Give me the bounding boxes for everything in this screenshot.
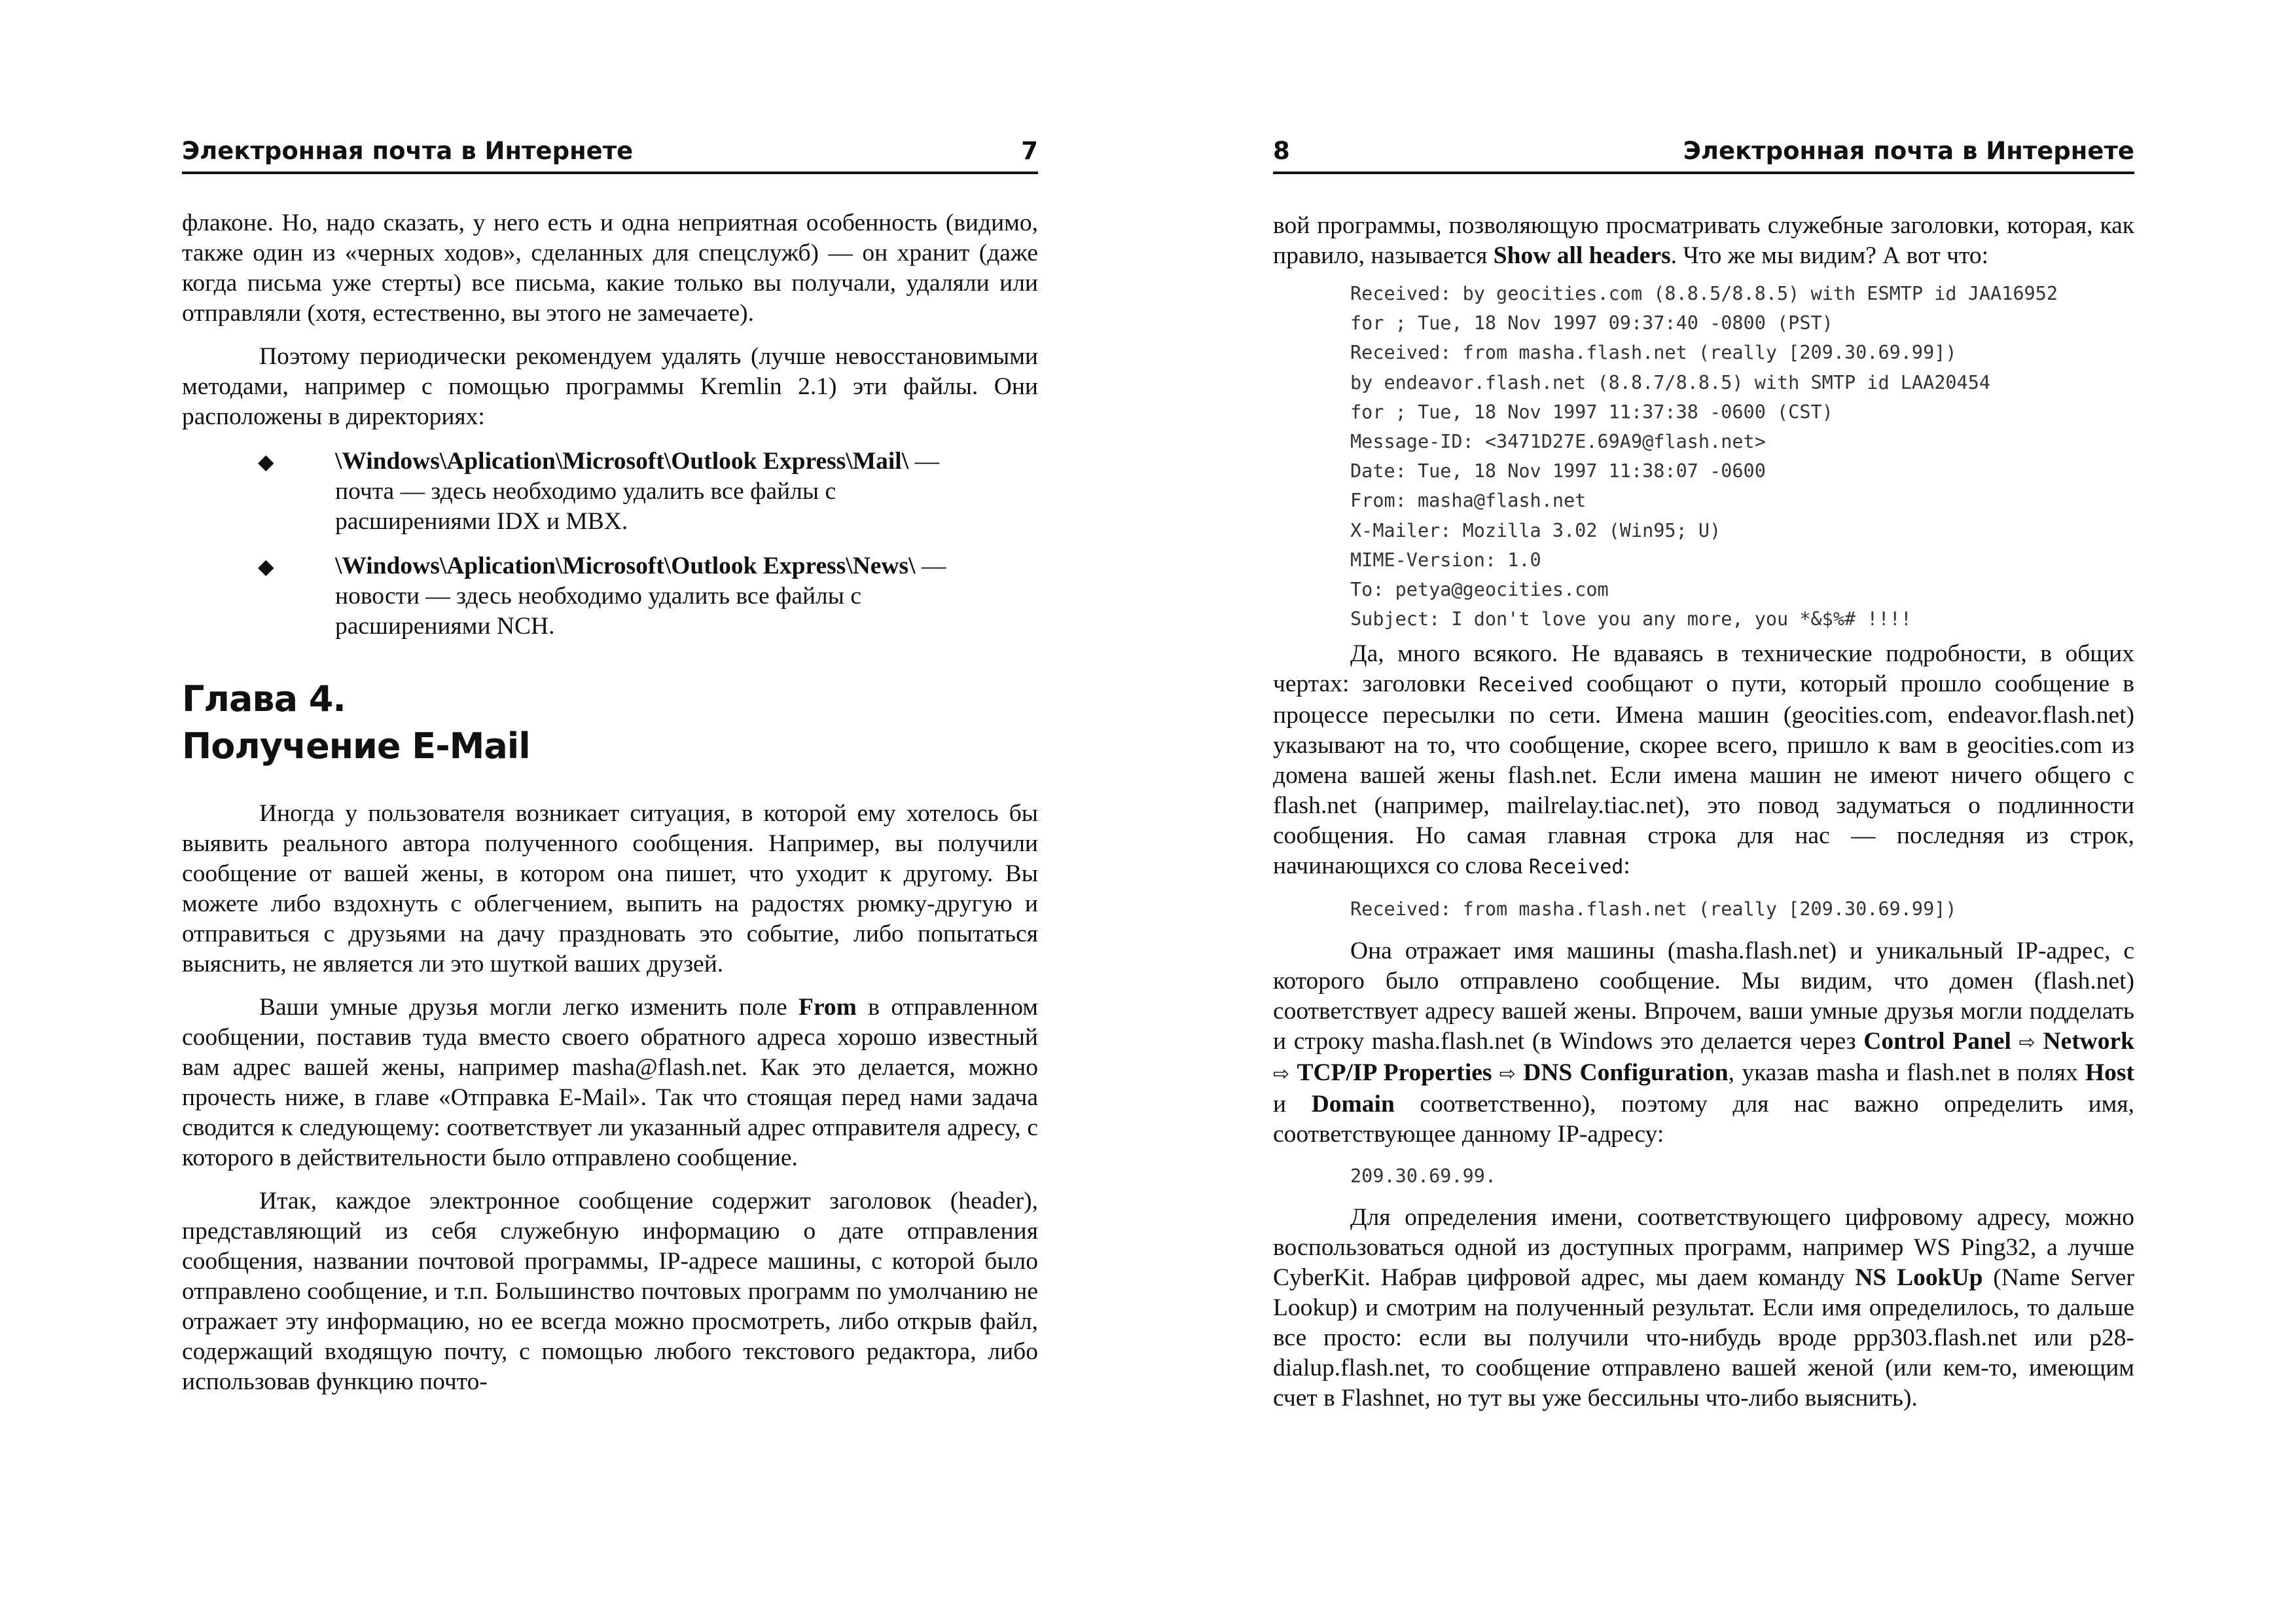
text-run: и xyxy=(1273,1090,1312,1118)
code-line: Received: by geocities.com (8.8.5/8.8.5) with ESMTP id JAA16952 xyxy=(1350,283,2058,304)
page-body xyxy=(1273,211,2134,1413)
text-run: : xyxy=(1623,852,1630,880)
code-line: X-Mailer: Mozilla 3.02 (Win95; U) xyxy=(1350,519,1721,541)
diamond-bullet-icon: ◆ xyxy=(258,554,274,579)
field-name-host: Host xyxy=(2085,1059,2135,1086)
code-line: for ; Tue, 18 Nov 1997 11:37:38 -0600 (CST) xyxy=(1350,401,1833,423)
field-name-from: From xyxy=(798,994,857,1021)
code-line: Subject: I don't love you any more, you *&$%# !!!! xyxy=(1350,608,1912,630)
paragraph: Поэтому периодически рекомендуем удалять (лучше невосстановимыми методами, например с помощью программы Kremlin 2.1) эти файлы. Они расположены в директориях: xyxy=(182,343,1038,430)
diamond-bullet-icon: ◆ xyxy=(258,449,274,474)
field-name-domain: Domain xyxy=(1311,1090,1395,1118)
command-name: NS LookUp xyxy=(1855,1264,1983,1291)
list-item xyxy=(182,551,1038,642)
inline-code: Received xyxy=(1528,856,1624,879)
page-number: 8 xyxy=(1273,137,1290,165)
right-page xyxy=(1148,0,2296,1623)
paragraph: Итак, каждое электронное сообщение содержит заголовок (header), представляющий из себя служебную информацию о дате отправления сообщения, названии почтовой программы, IP-адресе машины, с которой было отправлено сообщение, и т.п. Большинство почтовых программ по умолчанию не отражает эту информацию, но ее всегда можно просмотреть, либо открыв файл, содержащий входящую почту, с помощью любого текстового редактора, либо использовав функцию почто- xyxy=(182,1188,1038,1395)
paragraph xyxy=(1273,1203,2134,1413)
text-run: Она отражает имя машины (masha.flash.net) и уникальный IP-адрес, с которого было отправлено сообщение. Мы видим, что домен (flash.net) соответствует адресу вашей жены. Впрочем, ваши умные друзья могли подделать и строку masha.flash.net (в Windows это делается через xyxy=(1273,937,2134,1055)
arrow-right-icon: ⇨ xyxy=(1273,1062,1290,1085)
directory-path: \Windows\Aplication\Microsoft\Outlook Express\Mail\ xyxy=(335,448,909,475)
header-title: Электронная почта в Интернете xyxy=(1683,137,2134,165)
code-line: Date: Tue, 18 Nov 1997 11:38:07 -0600 xyxy=(1350,460,1766,483)
text-run: Да, много всякого. Не вдаваясь в технические подробности, в общих чертах: заголовки xyxy=(1273,640,2134,698)
directory-description: — новости — здесь необходимо удалить все файлы с расширениями NCH. xyxy=(335,553,946,640)
text-run: , указав masha и flash.net в полях xyxy=(1728,1059,2086,1086)
menu-path-tcpip: TCP/IP Properties xyxy=(1297,1059,1492,1086)
ip-address-code: 209.30.69.99. xyxy=(1350,1165,1497,1187)
code-line: MIME-Version: 1.0 xyxy=(1350,549,1541,571)
menu-path-network: Network xyxy=(2043,1027,2135,1055)
code-line: From: masha@flash.net xyxy=(1350,490,1587,512)
page-number: 7 xyxy=(1021,137,1038,165)
code-line: for ; Tue, 18 Nov 1997 09:37:40 -0800 (PST) xyxy=(1350,312,1833,335)
running-header xyxy=(182,131,1038,174)
directory-description: — почта — здесь необходимо удалить все файлы с расширениями IDX и MBX. xyxy=(335,448,939,535)
text-run: вой программы, позволяющую просматривать служебные заголовки, которая, как правило, называется xyxy=(1273,212,2134,269)
chapter-title: Получение E-Mail xyxy=(182,725,530,767)
running-header xyxy=(1273,131,2134,174)
function-name: Show all headers xyxy=(1493,242,1671,269)
text-run: Для определения имени, соответствующего цифровому адресу, можно воспользоваться одной из доступных программ, например WS Ping32, а лучше CyberKit. Набрав цифровой адрес, мы даем команду xyxy=(1273,1203,2134,1291)
text-run: (Name Server Lookup) и смотрим на полученный результат. Если имя определилось, то дальше все просто: если вы получили что-нибудь вроде ppp303.flash.net или p28-dialup.flash.net, то сообщение отправлено вашей женой (или кем-то, имеющим счет в Flashnet, но тут вы уже бессильны что-либо выяснить). xyxy=(1273,1264,2134,1412)
chapter-number: Глава 4. xyxy=(182,678,346,720)
text-run: . Что же мы видим? А вот что: xyxy=(1670,242,1989,269)
code-line: Message-ID: <3471D27E.69A9@flash.net> xyxy=(1350,431,1766,453)
paragraph xyxy=(1273,639,2134,883)
list-item xyxy=(182,447,1038,537)
arrow-right-icon: ⇨ xyxy=(1499,1062,1516,1085)
paragraph xyxy=(182,993,1038,1173)
inline-code: Received xyxy=(1479,674,1573,697)
text-run: Ваши умные друзья могли легко изменить поле xyxy=(259,994,799,1021)
menu-path-dns: DNS Configuration xyxy=(1523,1059,1729,1086)
menu-path-control-panel: Control Panel xyxy=(1863,1027,2011,1055)
code-line: Received: from masha.flash.net (really [209.30.69.99]) xyxy=(1350,898,1957,921)
code-line: Received: from masha.flash.net (really [209.30.69.99]) xyxy=(1350,342,1957,364)
text-run: соответственно), поэтому для нас важно определить имя, соответствующее данному IP-адресу: xyxy=(1273,1090,2134,1148)
email-header-listing xyxy=(1350,279,2134,634)
code-line: by endeavor.flash.net (8.8.7/8.8.5) with SMTP id LAA20454 xyxy=(1350,371,1991,393)
paragraph: флаконе. Но, надо сказать, у него есть и одна неприятная особенность (видимо, также один из «черных ходов», сделанных для спецслужб) — он хранит (даже когда письма уже стерты) все письма, какие только вы получали, удаляли или отправляли (хотя, естественно, вы этого не замечаете). xyxy=(182,210,1038,327)
directory-list xyxy=(182,447,1038,642)
directory-path: \Windows\Aplication\Microsoft\Outlook Express\News\ xyxy=(335,553,916,579)
paragraph: Иногда у пользователя возникает ситуация, в которой ему хотелось бы выявить реального автора полученного сообщения. Например, вы получили сообщение от вашей жены, в котором она пишет, что уходит к другому. Вы можете либо вздохнуть с облегчением, выпить на радостях рюмку-другую и отправиться с друзьями на дачу праздновать это событие, либо попытаться выяснить, не является ли это шуткой ваших друзей. xyxy=(182,800,1038,977)
paragraph xyxy=(1273,211,2134,271)
page-body xyxy=(182,208,1038,1397)
arrow-right-icon: ⇨ xyxy=(2018,1030,2036,1054)
chapter-heading xyxy=(182,676,1038,770)
header-title: Электронная почта в Интернете xyxy=(182,137,634,165)
text-run: сообщают о пути, который прошло сообщение в процессе пересылки по сети. Имена машин (geocities.com, endeavor.flash.net) указывают на то, что сообщение, скорее всего, пришло к вам в geocities.com из домена вашей жены flash.net. Если имена машин не имеют ничего общего с flash.net (например, mailrelay.tiac.net), это повод задуматься о подлинности сообщения. Но самая главная строка для нас — последняя из строк, начинающихся со слова xyxy=(1273,670,2134,880)
text-run: в отправленном сообщении, поставив туда вместо своего обратного адреса хорошо известный вам адрес вашей жены, например masha@flash.net. Как это делается, можно прочесть ниже, в главе «Отправка E-Mail». Так что стоящая перед нами задача сводится к следующему: соответствует ли указанный адрес отправителя адресу, с которого в действительности было отправлено сообщение. xyxy=(182,994,1038,1171)
code-line: To: petya@geocities.com xyxy=(1350,579,1609,601)
paragraph xyxy=(1273,936,2134,1150)
